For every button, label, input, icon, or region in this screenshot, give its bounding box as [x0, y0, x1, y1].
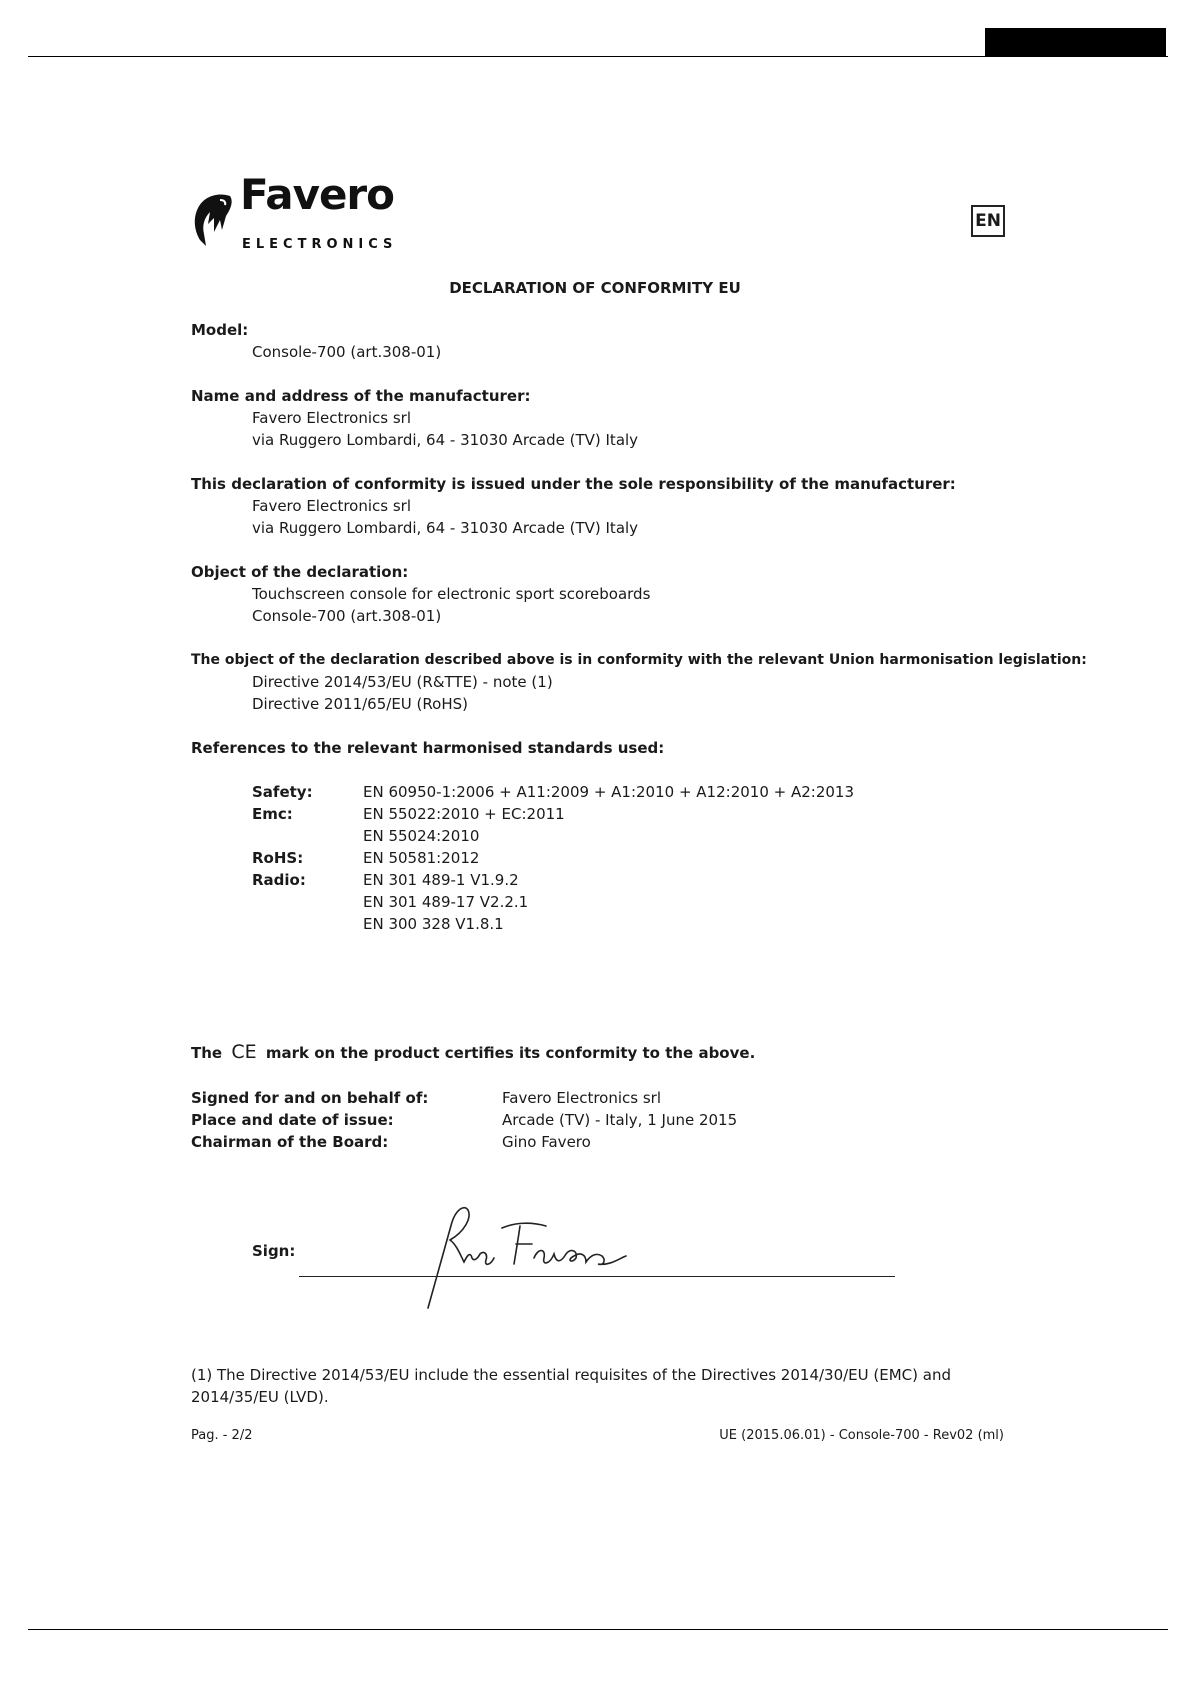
- handwritten-signature: [420, 1200, 680, 1315]
- standards-values: [363, 847, 479, 869]
- signatory-row: [191, 1109, 791, 1131]
- page-number: Pag. - 2/2: [191, 1428, 253, 1443]
- standard-value: EN 300 328 V1.8.1: [363, 915, 504, 933]
- standard-value: EN 60950-1:2006 + A11:2009 + A1:2010 + A12:2010 + A2:2013: [363, 783, 855, 801]
- document-title: DECLARATION OF CONFORMITY EU: [449, 279, 741, 297]
- standard-value: EN 55024:2010: [363, 827, 480, 845]
- signatory-label: Place and date of issue:: [191, 1111, 394, 1129]
- signatory-label: Chairman of the Board:: [191, 1133, 389, 1151]
- manufacturer-heading: Name and address of the manufacturer:: [191, 387, 531, 405]
- logo-wordmark: Favero: [240, 170, 395, 219]
- standards-label: RoHS:: [252, 849, 304, 867]
- favero-logo: [190, 170, 398, 252]
- manufacturer-name: Favero Electronics srl: [252, 409, 412, 427]
- document-reference: UE (2015.06.01) - Console-700 - Rev02 (ml): [719, 1428, 1004, 1443]
- signatory-label: Signed for and on behalf of:: [191, 1089, 429, 1107]
- standard-value: EN 301 489-1 V1.9.2: [363, 871, 519, 889]
- object-model: Console-700 (art.308-01): [252, 607, 442, 625]
- standard-value: EN 55022:2010 + EC:2011: [363, 805, 565, 823]
- responsibility-heading: This declaration of conformity is issued under the sole responsibility of the manufacturer:: [191, 475, 956, 493]
- standards-label: Emc:: [252, 805, 293, 823]
- ce-statement: [191, 1041, 755, 1064]
- signatory-value: Arcade (TV) - Italy, 1 June 2015: [502, 1111, 738, 1129]
- standard-value: EN 50581:2012: [363, 849, 480, 867]
- responsibility-section: [191, 473, 956, 539]
- signatory-value: Favero Electronics srl: [502, 1089, 662, 1107]
- language-badge: EN: [971, 205, 1005, 237]
- legislation-section: [191, 649, 1087, 715]
- signatory-value: Gino Favero: [502, 1133, 591, 1151]
- object-heading: Object of the declaration:: [191, 563, 409, 581]
- standards-values: [363, 803, 565, 847]
- legislation-directive-2: Directive 2011/65/EU (RoHS): [252, 695, 468, 713]
- model-section: [191, 319, 441, 363]
- manufacturer-address: via Ruggero Lombardi, 64 - 31030 Arcade (TV) Italy: [252, 431, 639, 449]
- standards-section: [191, 737, 664, 759]
- standards-label: Safety:: [252, 783, 313, 801]
- responsibility-name: Favero Electronics srl: [252, 497, 412, 515]
- logo-subtitle: ELECTRONICS: [242, 237, 398, 252]
- manufacturer-section: [191, 385, 638, 451]
- footer-rule: [28, 1629, 1168, 1630]
- footnote: (1) The Directive 2014/53/EU include the essential requisites of the Directives 2014/30/EU (EMC) and 2014/35/EU (LVD).: [191, 1366, 951, 1406]
- standards-values: [363, 869, 528, 935]
- legislation-directive-1: Directive 2014/53/EU (R&TTE) - note (1): [252, 673, 553, 691]
- model-heading: Model:: [191, 321, 249, 339]
- model-line: Console-700 (art.308-01): [252, 343, 442, 361]
- sign-label: Sign:: [252, 1242, 296, 1260]
- standard-value: EN 301 489-17 V2.2.1: [363, 893, 529, 911]
- signatory-table: [191, 1087, 791, 1153]
- ce-before: The: [191, 1044, 223, 1062]
- standards-values: [363, 781, 854, 803]
- ce-after: mark on the product certifies its conformity to the above.: [265, 1044, 756, 1062]
- horse-head-icon: [190, 190, 236, 248]
- object-description: Touchscreen console for electronic sport scoreboards: [252, 585, 651, 603]
- responsibility-address: via Ruggero Lombardi, 64 - 31030 Arcade (TV) Italy: [252, 519, 639, 537]
- ce-mark-icon: CE: [231, 1041, 257, 1063]
- standards-label: Radio:: [252, 871, 306, 889]
- legislation-heading: The object of the declaration described above is in conformity with the relevant Union harmonisation legislation:: [191, 652, 1087, 668]
- object-section: [191, 561, 650, 627]
- standards-heading: References to the relevant harmonised standards used:: [191, 739, 665, 757]
- signatory-row: [191, 1087, 791, 1109]
- signatory-row: [191, 1131, 791, 1153]
